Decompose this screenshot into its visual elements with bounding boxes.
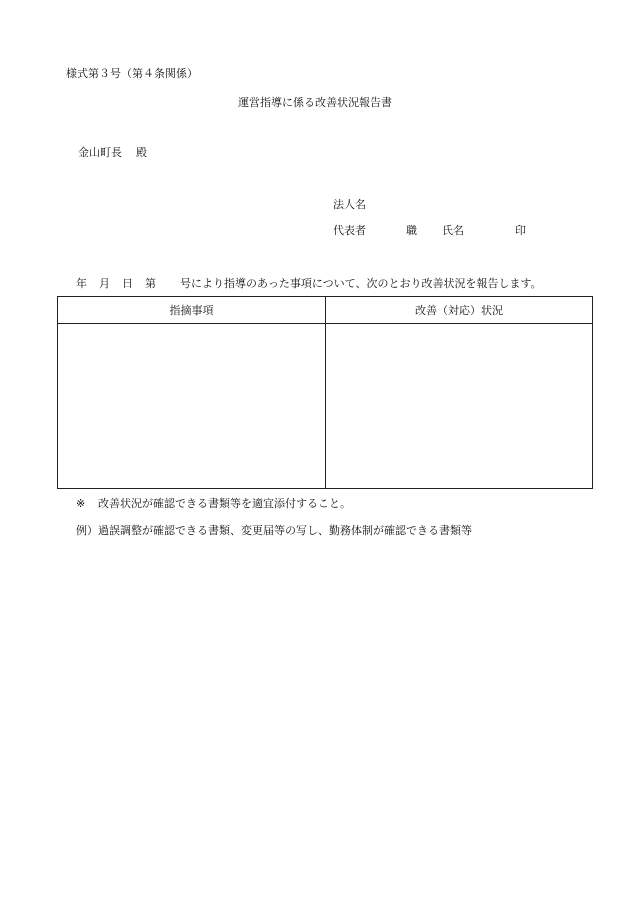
addressee-name: 金山町長 bbox=[78, 146, 122, 159]
note-mark: ※ bbox=[76, 497, 86, 510]
seal-label: 印 bbox=[515, 224, 526, 237]
form-number: 様式第３号（第４条関係） bbox=[66, 67, 198, 80]
document-title: 運営指導に係る改善状況報告書 bbox=[238, 96, 392, 109]
intro-number-prefix: 第 bbox=[145, 277, 156, 290]
intro-sentence: 号により指導のあった事項について、次のとおり改善状況を報告します。 bbox=[180, 277, 542, 290]
full-name-label: 氏名 bbox=[442, 224, 464, 237]
representative-label: 代表者 bbox=[333, 224, 366, 237]
corporation-name-label: 法人名 bbox=[333, 198, 366, 211]
addressee-honorific: 殿 bbox=[136, 146, 147, 159]
findings-cell[interactable] bbox=[58, 324, 325, 488]
improvement-report-table bbox=[57, 296, 593, 489]
intro-month-label: 月 bbox=[99, 277, 110, 290]
improvement-status-column-header: 改善（対応）状況 bbox=[415, 304, 503, 317]
example-note: 例）過誤調整が確認できる書類、変更届等の写し、勤務体制が確認できる書類等 bbox=[76, 524, 472, 537]
improvement-status-cell[interactable] bbox=[326, 324, 592, 488]
attachment-note: 改善状況が確認できる書類等を適宜添付すること。 bbox=[98, 497, 351, 510]
intro-day-label: 日 bbox=[122, 277, 133, 290]
intro-year-label: 年 bbox=[76, 277, 87, 290]
position-label: 職 bbox=[406, 224, 417, 237]
findings-column-header: 指摘事項 bbox=[169, 304, 214, 317]
table-header-row bbox=[58, 297, 592, 324]
